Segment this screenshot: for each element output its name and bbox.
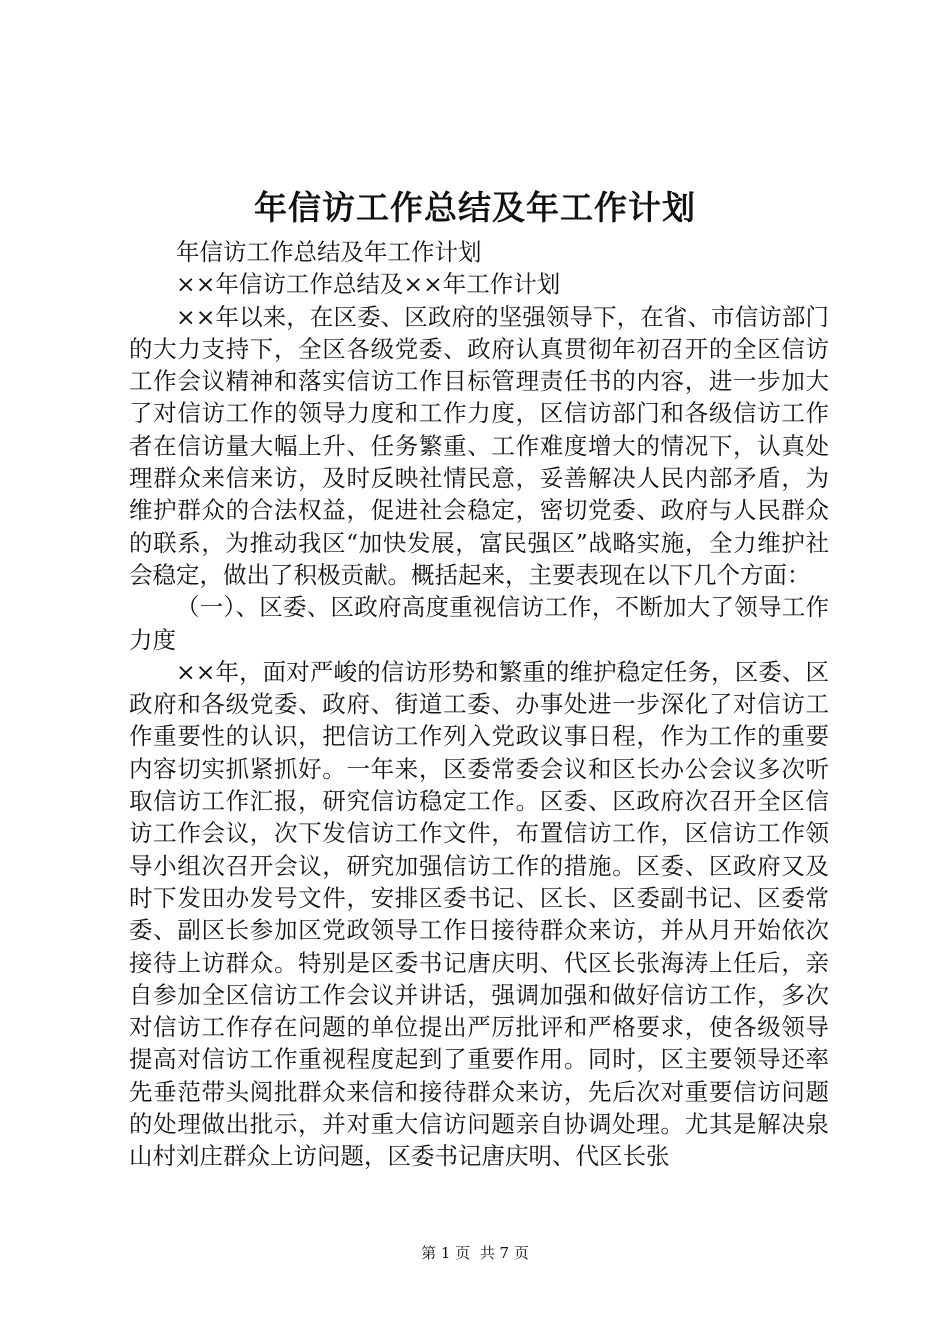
paragraph-intro: ××年以来，在区委、区政府的坚强领导下，在省、市信访部门的大力支持下，全区各级党委、政府认真贯彻年初召开的全区信访工作会议精神和落实信访工作目标管理责任书的内容，进一步加大了对信访工作的领导力度和工作力度，区信访部门和各级信访工作者在信访量大幅上升、任务繁重、工作难度增大的情况下，认真处理群众来信来访，及时反映社情民意，妥善解决人民内部矛盾，为维护群众的合法权益，促进社会稳定，密切党委、政府与人民群众的联系，为推动我区“加快发展，富民强区”战略实施，全力维护社会稳定，做出了积极贡献。概括起来，主要表现在以下几个方面：: [129, 302, 829, 589]
page-footer: [0, 1243, 950, 1263]
paragraph-section-body: ××年，面对严峻的信访形势和繁重的维护稳定任务，区委、区政府和各级党委、政府、街道工委、办事处进一步深化了对信访工作重要性的认识，把信访工作列入党政议事日程，作为工作的重要内容切实抓紧抓好。一年来，区委常委会议和区长办公会议多次听取信访工作汇报，研究信访稳定工作。区委、区政府次召开全区信访工作会议，次下发信访工作文件，布置信访工作，区信访工作领导小组次召开会议，研究加强信访工作的措施。区委、区政府又及时下发田办发号文件，安排区委书记、区长、区委副书记、区委常委、副区长参加区党政领导工作日接待群众来访，并从月开始依次接待上访群众。特别是区委书记唐庆明、代区长张海涛上任后，亲自参加全区信访工作会议并讲话，强调加强和做好信访工作，多次对信访工作存在问题的单位提出严厉批评和严格要求，使各级领导提高对信访工作重视程度起到了重要作用。同时，区主要领导还率先垂范带头阅批群众来信和接待群众来访，先后次对重要信访问题的处理做出批示，并对重大信访问题亲自协调处理。尤其是解决泉山村刘庄群众上访问题，区委书记唐庆明、代区长张: [129, 657, 829, 1171]
paragraph-subtitle: 年信访工作总结及年工作计划: [176, 238, 482, 266]
paragraph-section-heading: （一）、区委、区政府高度重视信访工作，不断加大了领导工作力度: [129, 593, 829, 654]
paragraph-heading: ××年信访工作总结及××年工作计划: [176, 270, 561, 299]
document-title: 年信访工作总结及年工作计划: [254, 188, 696, 227]
document-body: [129, 236, 829, 1173]
page-number: 第 1 页 共 7 页: [421, 1244, 529, 1262]
